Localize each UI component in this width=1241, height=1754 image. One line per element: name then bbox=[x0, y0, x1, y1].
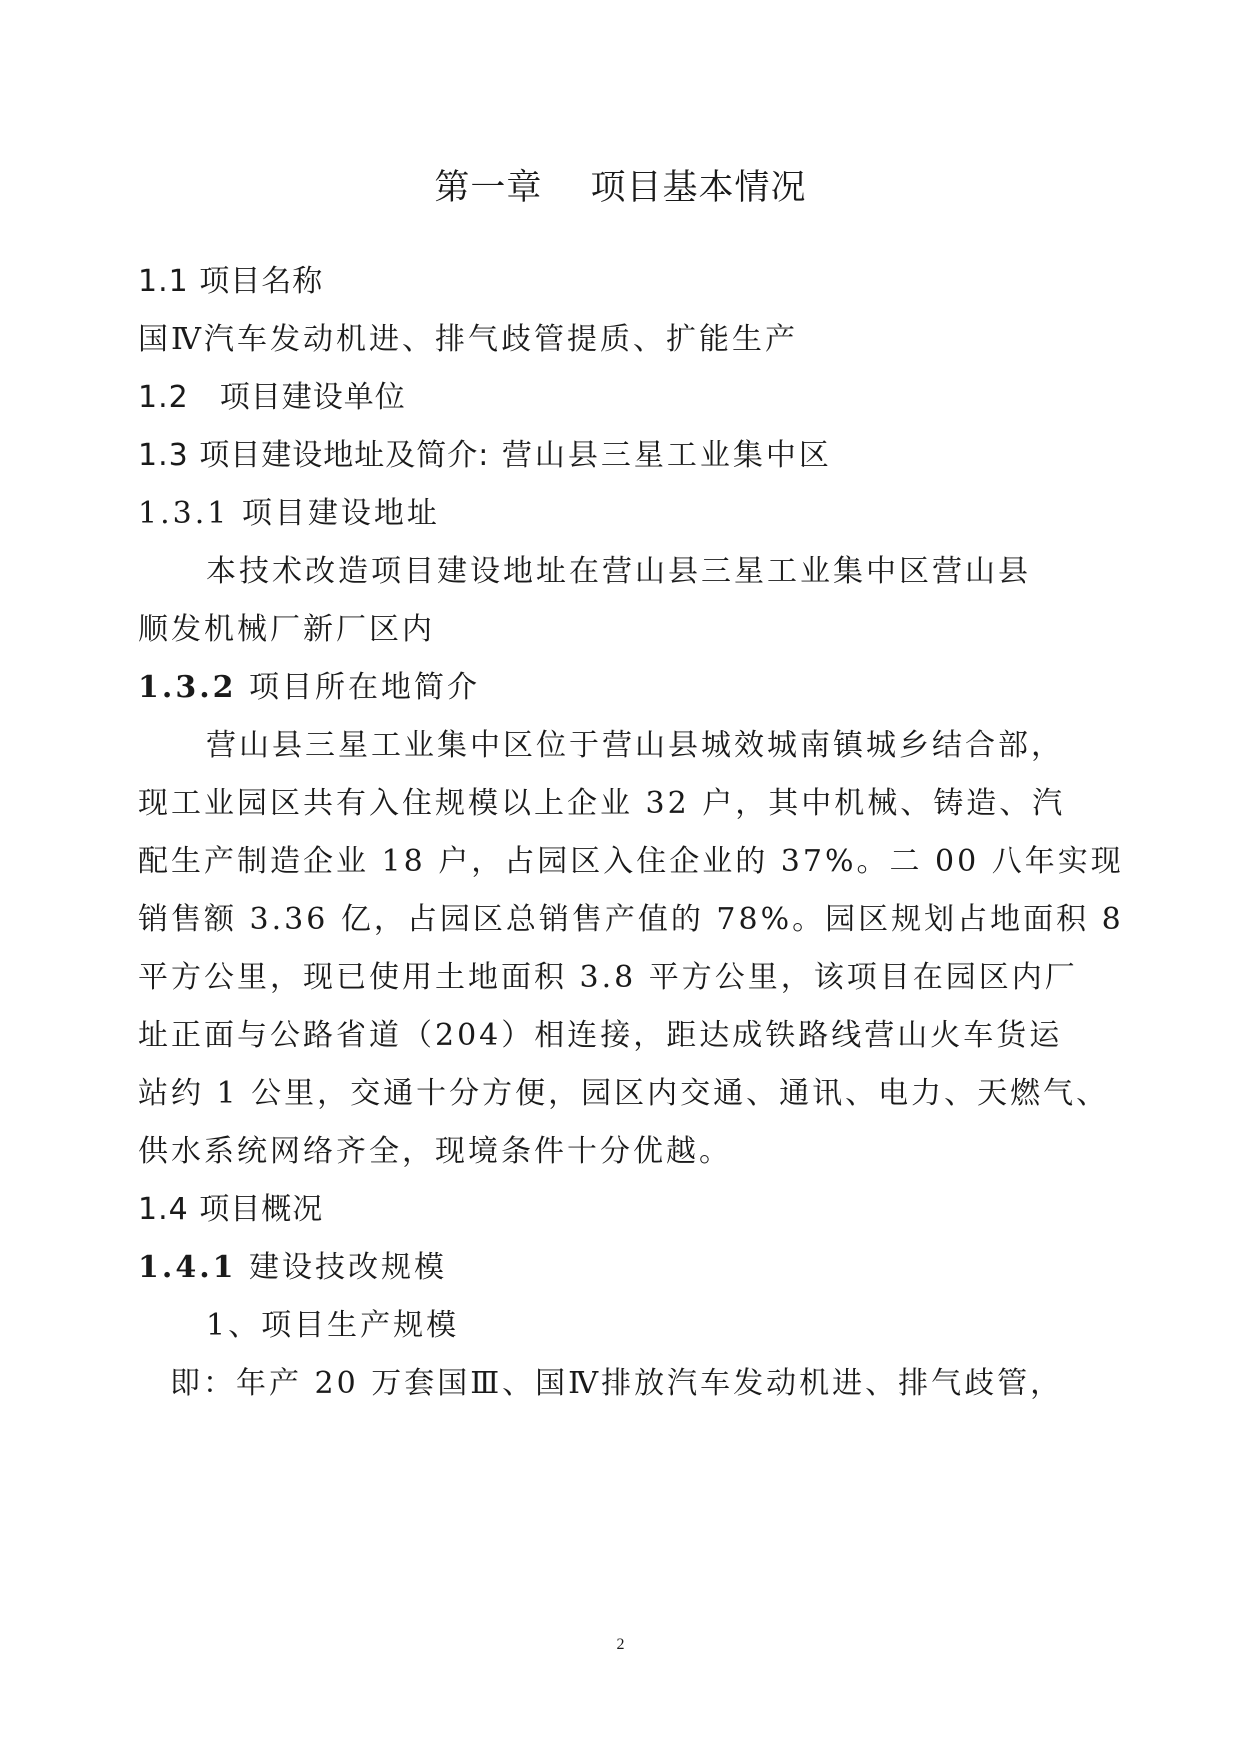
paragraph-line: 即：年产 20 万套国Ⅲ、国Ⅳ排放汽车发动机进、排气歧管， bbox=[170, 1366, 1064, 1401]
list-item-heading: 1、项目生产规模 bbox=[206, 1308, 460, 1343]
project-name-text: 国Ⅳ汽车发动机进、排气歧管提质、扩能生产 bbox=[138, 322, 798, 357]
paragraph-line: 现工业园区共有入住规模以上企业 32 户，其中机械、铸造、汽 bbox=[138, 786, 1066, 821]
section-1-3-1-heading: 1.3.1 项目建设地址 bbox=[138, 496, 440, 531]
section-number: 1.4.1 bbox=[138, 1250, 237, 1285]
paragraph-line: 供水系统网络齐全，现境条件十分优越。 bbox=[138, 1134, 732, 1169]
paragraph-line: 址正面与公路省道（204）相连接，距达成铁路线营山火车货运 bbox=[138, 1018, 1063, 1053]
section-1-3-location: 营山县三星工业集中区 bbox=[489, 438, 832, 473]
section-1-4-heading: 1.4 项目概况 bbox=[138, 1192, 324, 1227]
paragraph-line: 配生产制造企业 18 户，占园区入住企业的 37%。二 00 八年实现 bbox=[138, 844, 1124, 879]
page-number: 2 bbox=[616, 1636, 625, 1653]
section-1-3-line bbox=[138, 436, 832, 476]
section-1-1-heading: 1.1 项目名称 bbox=[138, 264, 324, 299]
section-1-3-2-heading bbox=[138, 668, 480, 708]
paragraph-line: 平方公里，现已使用土地面积 3.8 平方公里，该项目在园区内厂 bbox=[138, 960, 1078, 995]
section-title: 建设技改规模 bbox=[236, 1250, 448, 1285]
paragraph-line: 销售额 3.36 亿，占园区总销售产值的 78%。园区规划占地面积 8 bbox=[138, 902, 1124, 937]
paragraph-line: 顺发机械厂新厂区内 bbox=[138, 612, 435, 647]
paragraph-line: 营山县三星工业集中区位于营山县城效城南镇城乡结合部， bbox=[206, 728, 1064, 763]
section-title: 项目所在地简介 bbox=[236, 670, 481, 705]
chapter-title: 第一章 项目基本情况 bbox=[434, 168, 807, 208]
section-1-4-1-heading bbox=[138, 1248, 447, 1288]
section-number: 1.3.2 bbox=[138, 670, 237, 705]
section-1-2-heading: 1.2 项目建设单位 bbox=[138, 380, 406, 415]
paragraph-line: 站约 1 公里，交通十分方便，园区内交通、通讯、电力、天燃气、 bbox=[138, 1076, 1110, 1111]
section-1-3-heading: 1.3 项目建设地址及简介: bbox=[138, 438, 490, 473]
paragraph-line: 本技术改造项目建设地址在营山县三星工业集中区营山县 bbox=[206, 554, 1031, 589]
